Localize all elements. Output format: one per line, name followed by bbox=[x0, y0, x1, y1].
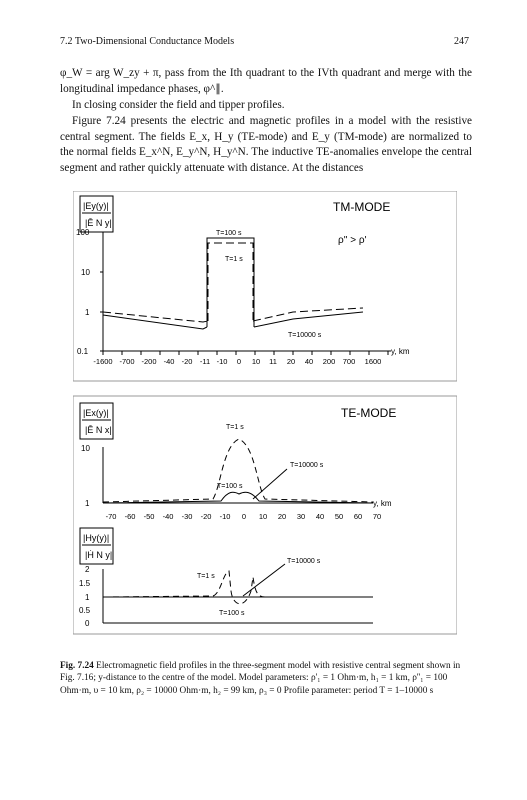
figure-svg bbox=[73, 191, 457, 635]
te-ytick-1: 1 bbox=[85, 499, 90, 508]
figure-caption bbox=[60, 660, 472, 697]
tm-xtick: 700 bbox=[342, 357, 356, 366]
tm-xtick: 200 bbox=[322, 357, 336, 366]
tm-curve-t1-center bbox=[208, 243, 253, 321]
paragraph-2: In closing consider the field and tipper profiles. bbox=[72, 99, 285, 111]
caption-label: Fig. 7.24 bbox=[60, 661, 94, 671]
paragraph-1: φ_W = arg W_zy + π, pass from the Ith quadrant to the IVth quadrant and merge with the longitudinal impedance phases, φ^∥. bbox=[60, 67, 472, 95]
te-mode-label: TE-MODE bbox=[341, 406, 397, 420]
tm-curve-t10000-right bbox=[254, 312, 363, 327]
hy-annot-t1: T=1 s bbox=[197, 573, 215, 580]
hy-curve-t1 bbox=[103, 571, 373, 604]
te-xtick: -10 bbox=[219, 512, 231, 521]
section-title: 7.2 Two-Dimensional Conductance Models bbox=[60, 36, 235, 47]
hy-leader-t10000 bbox=[243, 564, 285, 596]
tm-xtick: -1600 bbox=[93, 357, 113, 366]
tm-xtick: 10 bbox=[251, 357, 261, 366]
tm-annot-t100: T=100 s bbox=[216, 230, 242, 237]
tm-xtick: -200 bbox=[141, 357, 157, 366]
tm-xtick: -10 bbox=[216, 357, 228, 366]
tm-ytick-0-1: 0.1 bbox=[77, 347, 89, 356]
te-xtick: 50 bbox=[334, 512, 344, 521]
tm-ylabel-num: |Ey(y)| bbox=[83, 201, 109, 211]
te-xtick: -50 bbox=[143, 512, 155, 521]
tm-ylabel-den: |Ē N y| bbox=[85, 218, 112, 228]
hy-ytick-2: 2 bbox=[85, 565, 90, 574]
te-xtick: 40 bbox=[315, 512, 325, 521]
te-xtick: 60 bbox=[353, 512, 363, 521]
tm-xtick: 0 bbox=[236, 357, 242, 366]
tm-ytick-100: 100 bbox=[76, 228, 90, 237]
tm-ytick-10: 10 bbox=[81, 268, 90, 277]
te-xtick: -70 bbox=[105, 512, 117, 521]
te-xtick: 20 bbox=[277, 512, 287, 521]
te-panel bbox=[73, 396, 457, 634]
tm-xtick: 11 bbox=[269, 357, 277, 366]
te-annot-t100: T=100 s bbox=[217, 483, 243, 490]
hy-ytick-1: 1 bbox=[85, 593, 90, 602]
hy-annot-t100: T=100 s bbox=[219, 610, 245, 617]
te-ytick-10: 10 bbox=[81, 444, 90, 453]
te-xtick: 10 bbox=[258, 512, 268, 521]
paragraph-3: Figure 7.24 presents the electric and magnetic profiles in a model with the resistive central segment. The fields E_x, H_y (TE-mode) and E_y (TM-mode) are normalized to the normal fields E_x^N, E_y^N, H_y^N. The inductive TE-anomalies envelope the central segment and rather quickly attenuate with distance. At the distances bbox=[60, 115, 472, 174]
hy-ylabel-den: |Ḣ N y| bbox=[85, 550, 113, 560]
tm-panel bbox=[73, 191, 457, 381]
te-xtick: 30 bbox=[296, 512, 306, 521]
te-curve-t1 bbox=[103, 439, 373, 502]
te-ylabel-num: |Ex(y)| bbox=[83, 408, 109, 418]
tm-annot-t1: T=1 s bbox=[225, 256, 243, 263]
tm-xtick: -700 bbox=[119, 357, 135, 366]
caption-text: Electromagnetic field profiles in the three-segment model with resistive central segment shown in Fig. 7.16; y-distance to the centre of the model. Model parameters: ρ'₁ = 1 Ohm·m, h₁ = 1 km, ρ''₁ = 100 Ohm·m, υ = 10 km, ρ₂ = 10000 Ohm·m, h₂ = 99 km, ρ₃ = 0 Profile parameter: period T = 1–10000 s bbox=[60, 661, 461, 696]
tm-xtick: -40 bbox=[163, 357, 175, 366]
figure-7-24 bbox=[73, 191, 457, 635]
te-xtick: 70 bbox=[372, 512, 382, 521]
te-xtick: -60 bbox=[124, 512, 136, 521]
tm-curve-t100-center bbox=[207, 238, 254, 327]
tm-ytick-1: 1 bbox=[85, 308, 90, 317]
tm-xtick: 1600 bbox=[364, 357, 382, 366]
hy-ytick-1-5: 1.5 bbox=[79, 579, 91, 588]
te-annot-t1: T=1 s bbox=[226, 424, 244, 431]
hy-annot-t10000: T=10000 s bbox=[287, 558, 321, 565]
running-header bbox=[60, 36, 469, 47]
tm-xtick: 20 bbox=[286, 357, 296, 366]
te-leader-t10000 bbox=[253, 469, 287, 499]
te-x-unit: y, km bbox=[373, 499, 392, 508]
tm-annot-t10000: T=10000 s bbox=[288, 332, 322, 339]
te-ylabel-den: |Ē N x| bbox=[85, 425, 112, 435]
tm-rho-label: ρ'' > ρ' bbox=[338, 235, 367, 246]
te-xtick: -20 bbox=[200, 512, 212, 521]
hy-ytick-0-5: 0.5 bbox=[79, 606, 91, 615]
hy-ylabel-num: |Hy(y)| bbox=[83, 533, 110, 543]
tm-xtick: 40 bbox=[304, 357, 314, 366]
hy-ytick-0: 0 bbox=[85, 619, 90, 628]
te-xtick: 0 bbox=[241, 512, 247, 521]
tm-xtick: -20 bbox=[181, 357, 193, 366]
tm-x-unit: y, km bbox=[391, 347, 410, 356]
tm-curve-t1-right bbox=[253, 308, 363, 321]
tm-mode-label: TM-MODE bbox=[333, 200, 391, 214]
te-xtick: -30 bbox=[181, 512, 193, 521]
page-number: 247 bbox=[454, 36, 469, 47]
te-annot-t10000: T=10000 s bbox=[290, 462, 324, 469]
tm-xtick: -11 bbox=[199, 357, 211, 366]
te-xtick: -40 bbox=[162, 512, 174, 521]
